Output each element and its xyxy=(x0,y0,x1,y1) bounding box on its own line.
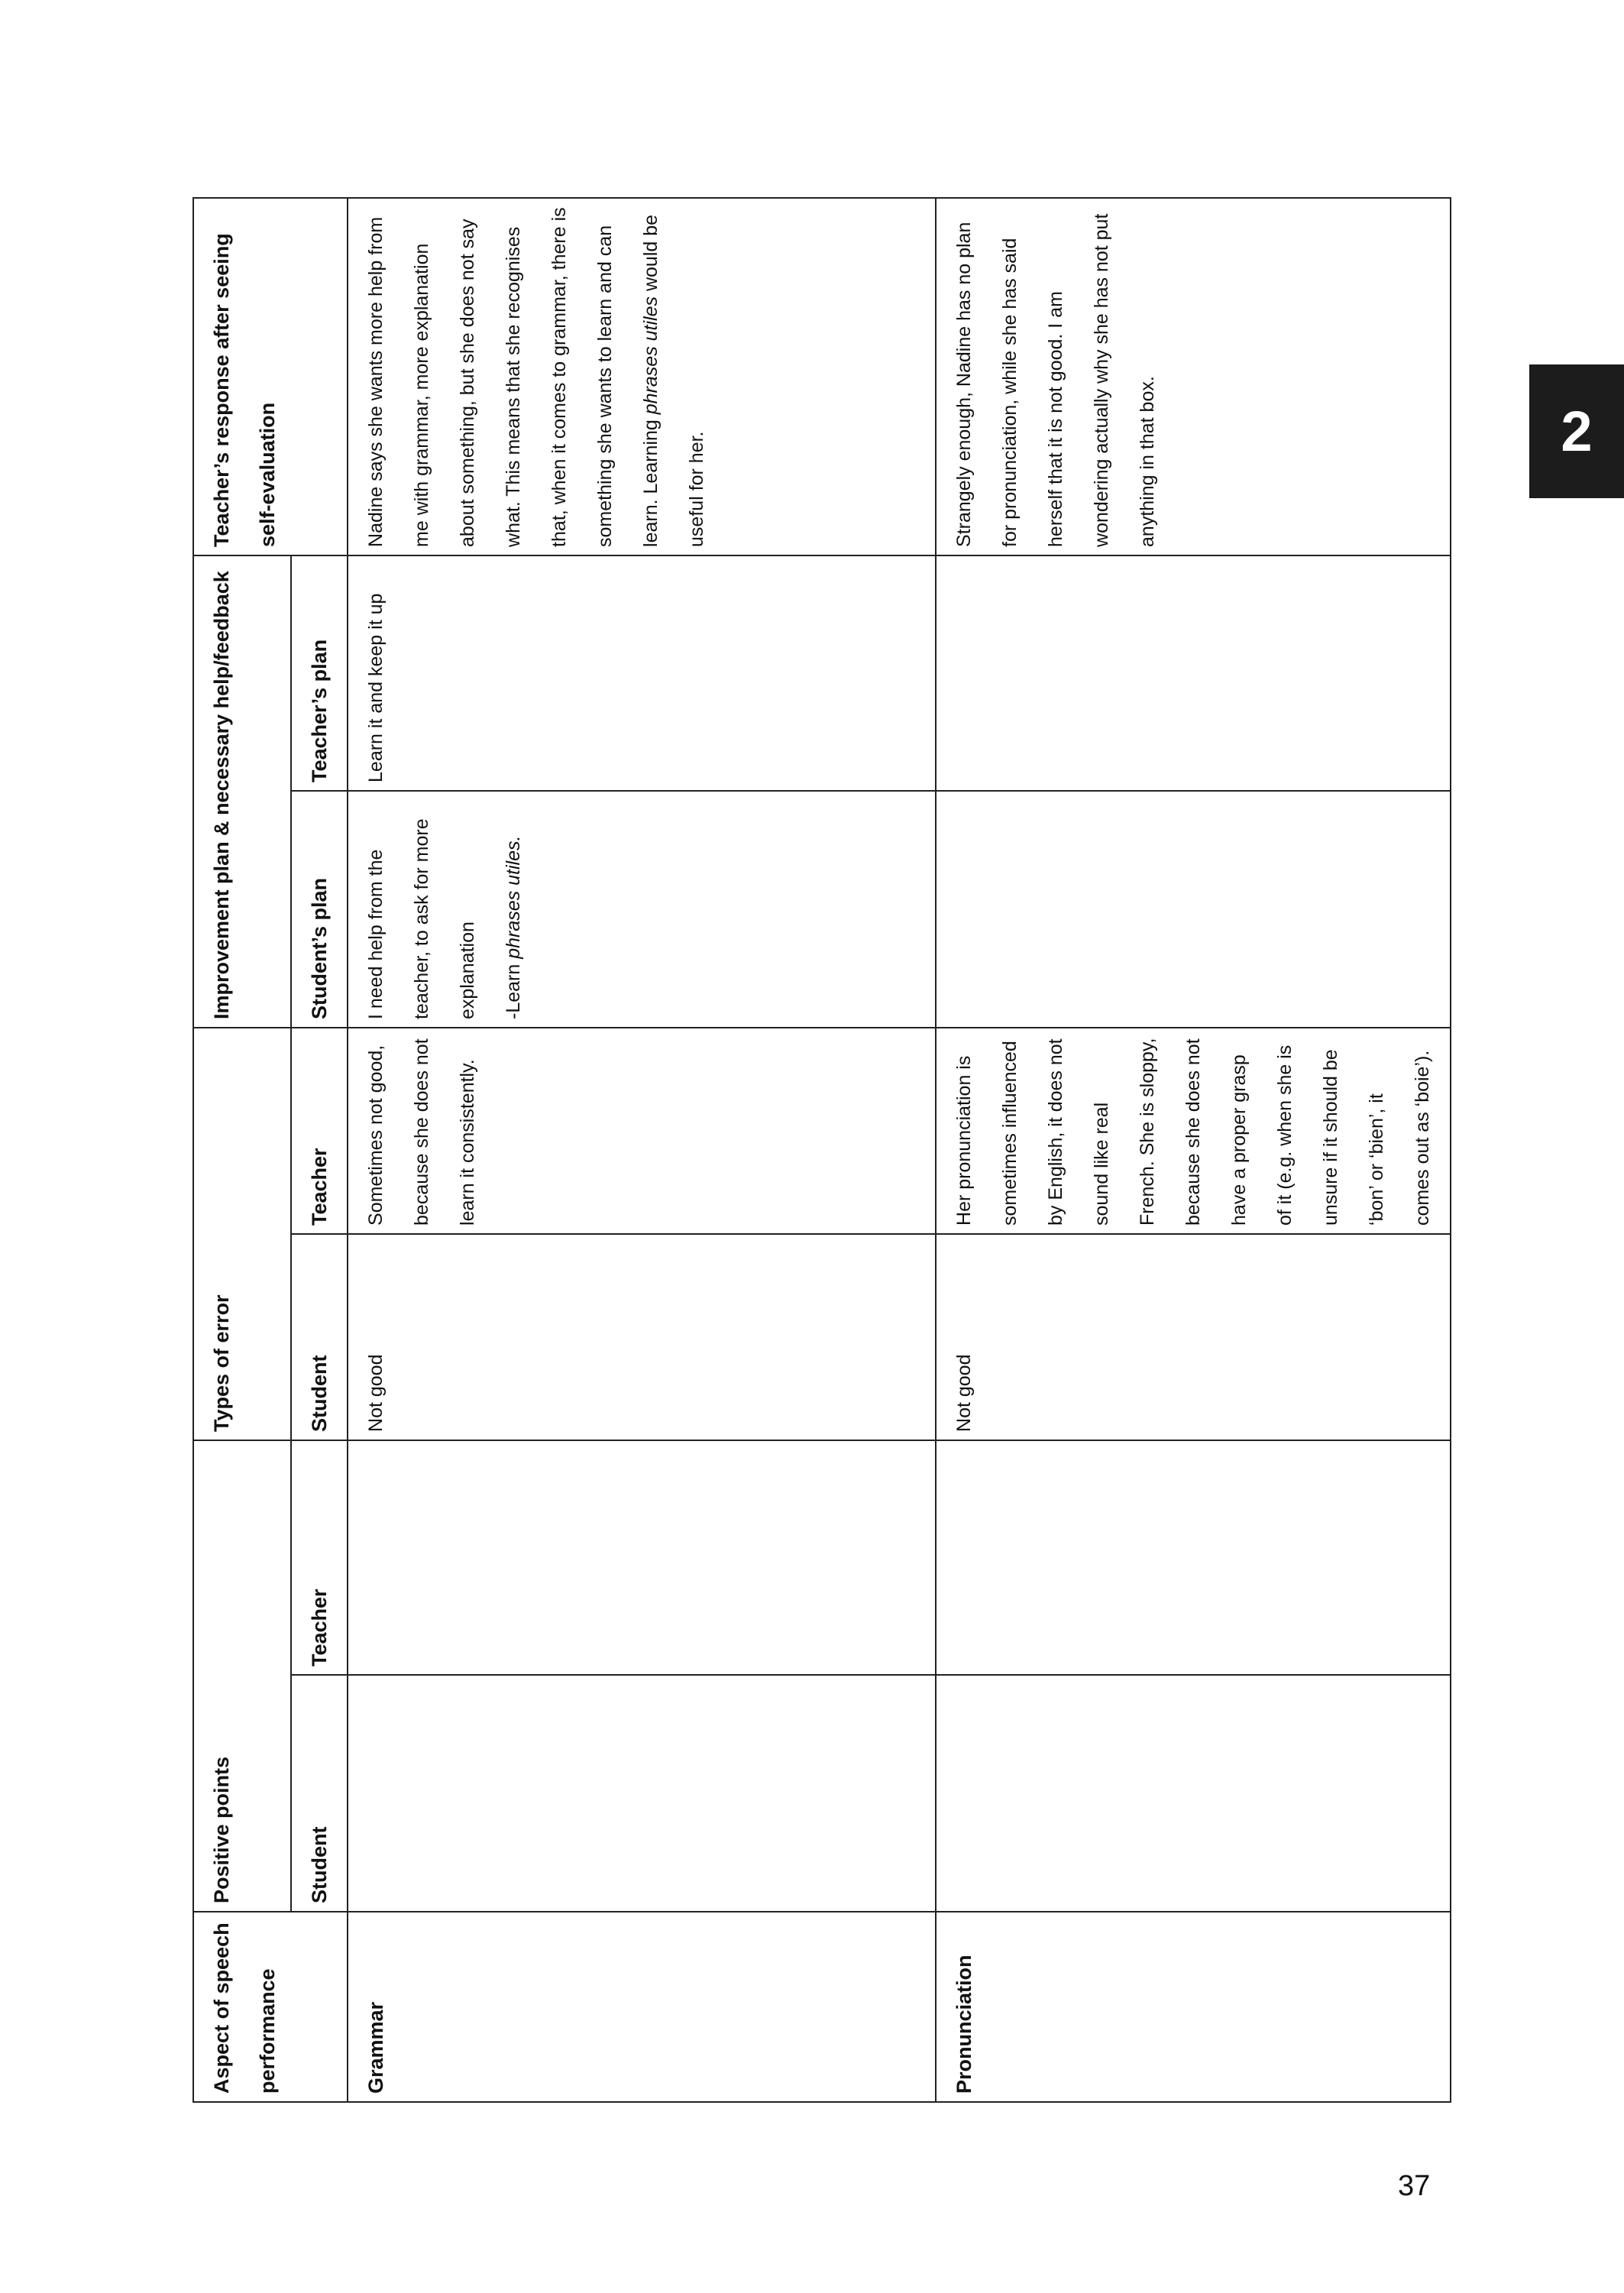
cell-positive-teacher xyxy=(936,1440,1451,1675)
plan-student-italic: phrases utiles. xyxy=(503,835,524,959)
subheader-types-student: Student xyxy=(291,1234,348,1440)
cell-teacher-response xyxy=(348,198,936,555)
cell-plan-teacher: Learn it and keep it up xyxy=(348,555,936,791)
chapter-tab xyxy=(1529,364,1624,498)
cell-positive-student xyxy=(936,1675,1451,1912)
cell-types-student: Not good xyxy=(936,1234,1451,1440)
subheader-positive-teacher: Teacher xyxy=(291,1440,348,1675)
response-italic: phrases utiles xyxy=(640,296,662,415)
header-positive-points: Positive points xyxy=(193,1440,291,1912)
subheader-plan-teacher: Teacher’s plan xyxy=(291,555,348,791)
header-row xyxy=(193,198,291,2102)
cell-positive-student xyxy=(348,1675,936,1912)
rotated-table-container xyxy=(192,199,1433,2103)
row-label-pronunciation: Pronunciation xyxy=(936,1912,1451,2102)
row-label-grammar: Grammar xyxy=(348,1912,936,2102)
cell-types-teacher: Her pronunciation is sometimes influenced by English, it does not sound like real French. She is sloppy, because she does not have a proper grasp of it (e.g. when she is unsure if it should be ‘bon’ or ‘bien’, it comes out as ‘boie’). xyxy=(936,1028,1451,1234)
cell-types-teacher: Sometimes not good, because she does not learn it consistently. xyxy=(348,1028,936,1234)
header-types-of-error: Types of error xyxy=(193,1028,291,1440)
table-row-pronunciation xyxy=(936,198,1451,2102)
plan-student-text: I need help from the teacher, to ask for more explanation xyxy=(365,818,478,1019)
header-aspect: Aspect of speech performance xyxy=(193,1912,348,2102)
cell-teacher-response: Strangely enough, Nadine has no plan for pronunciation, while she has said herself that it is not good. I am wondering actually why she has not put anything in that box. xyxy=(936,198,1451,555)
response-text-2: would be useful for her. xyxy=(640,214,707,547)
plan-student-text-2: -Learn xyxy=(503,958,524,1019)
table-row-grammar xyxy=(348,198,936,2102)
cell-positive-teacher xyxy=(348,1440,936,1675)
page-number: 37 xyxy=(1398,2170,1431,2202)
cell-plan-teacher xyxy=(936,555,1451,791)
cell-types-student: Not good xyxy=(348,1234,936,1440)
header-teacher-response: Teacher’s response after seeing self-evaluation xyxy=(193,198,348,555)
cell-plan-student xyxy=(936,791,1451,1028)
subheader-positive-student: Student xyxy=(291,1675,348,1912)
chapter-number: 2 xyxy=(1561,400,1593,463)
response-text-1: Nadine says she wants more help from me with grammar, more explanation about something, but she does not say what. This means that she recognises that, when it comes to grammar, there is something she wants to learn and can learn. Learning xyxy=(365,207,662,547)
speech-evaluation-table xyxy=(192,197,1451,2103)
subheader-types-teacher: Teacher xyxy=(291,1028,348,1234)
cell-plan-student xyxy=(348,791,936,1028)
subheader-plan-student: Student’s plan xyxy=(291,791,348,1028)
header-improvement-plan: Improvement plan & necessary help/feedback xyxy=(193,555,291,1028)
